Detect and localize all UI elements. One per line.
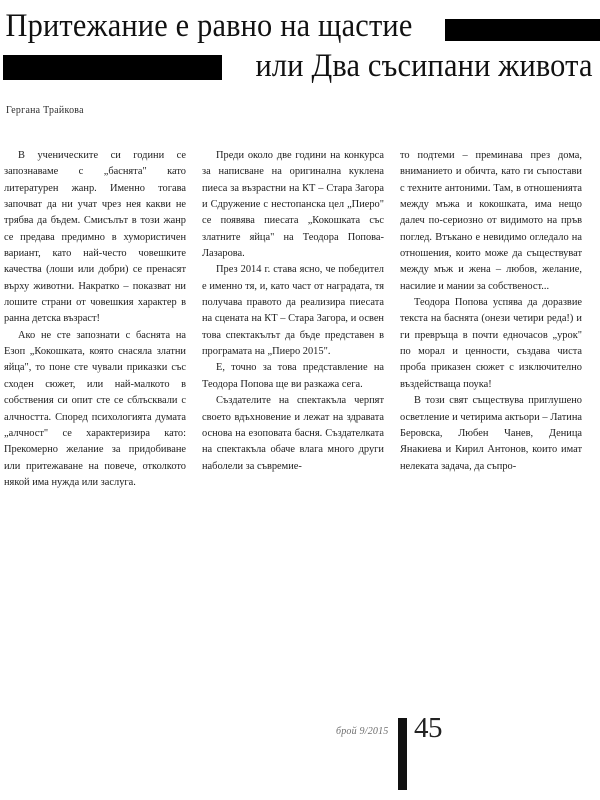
article-headline xyxy=(0,0,600,86)
paragraph: В този свят съществува приглушено осветление и четирима актьори – Латина Беровска, Любен Чанев, Деница Янакиева и Кирил Антонов, които имат нелеката задача, да съпро- xyxy=(400,395,582,472)
redaction-bar-top xyxy=(445,19,600,41)
paragraph: В ученическите си години се запознаваме с „баснята" като литературен жанр. Именно тогава започват да ни учат чрез нея какви не трябва да бъдем. Смисълът в този жанр се предава предимно в хумористичен вариант, като най-често човешките качества (лоши или добри) се пренасят върху животни. Накратко – показват ни лошите страни от човешкия характер в ранна детска възраст! xyxy=(4,150,186,325)
text-column-1 xyxy=(4,148,186,491)
author-byline: Гергана Трайкова xyxy=(6,104,84,116)
paragraph: Теодора Попова успява да доразвие текста на баснята (онези четири реда!) и ги превръща в почти едночасов „урок" по морал и ценности, създава чиста проба приказен сюжет с изключително въздействаща поука! xyxy=(400,297,582,390)
paragraph: Ако не сте запознати с баснята на Езоп „Кокошката, която снасяла златни яйца", то поне сте чували приказки със сходен сюжет, или най-малкото в собствения си опит сте се сблъсквали с алчността. Според психологията думата „алчност" се характеризира като: Прекомерно желание за придобиване или притежаване на повече, отколкото някой има нужда или заслуга. xyxy=(4,329,186,488)
paragraph: През 2014 г. става ясно, че победител е именно тя, и, като част от наградата, тя получава правото да реализира пиесата на сцената на КТ – Стара Загора, и освен това спектакълът да бъде представен в програмата на „Пиеро 2015". xyxy=(202,264,384,358)
page-footer xyxy=(0,712,600,782)
redaction-bar-bottom xyxy=(3,55,222,80)
text-column-2 xyxy=(202,148,384,475)
headline-line-2: или Два съсипани живота xyxy=(255,48,593,84)
headline-line-1: Притежание е равно на щастие xyxy=(5,8,413,44)
issue-label: брой 9/2015 xyxy=(336,726,389,737)
paragraph: то подтеми – преминава през дома, вниманието и обичта, като ги съпостави с техните антоними. Там, в отношенията между мъжа и кокошката, има нещо далеч по-сериозно от видимото на пръв поглед. Втъкано е невидимо огледало на отношения, които може да съществуват между мъж и жена – любов, желание, насилие и мании за собственост... xyxy=(400,150,582,292)
text-column-3 xyxy=(400,148,582,475)
paragraph: Е, точно за това представление на Теодора Попова ще ви разкажа сега. xyxy=(202,362,384,390)
page-number: 45 xyxy=(414,712,442,744)
article-body xyxy=(4,148,596,708)
paragraph: Преди около две години на конкурса за написване на оригинална куклена пиеса за възрастни на КТ – Стара Загора и Сдружение с нестопанска цел „Пиеро" се появява пиесата „Кокошката със златните яйца" на Теодора Попова-Лазарова. xyxy=(202,150,384,260)
footer-divider-bar xyxy=(398,718,407,790)
paragraph: Създателите на спектакъла черпят своето вдъхновение и лежат на здравата основа на езоповата басня. Създателката на спектакъла обаче влага много други наболели за съвремие- xyxy=(202,395,384,472)
